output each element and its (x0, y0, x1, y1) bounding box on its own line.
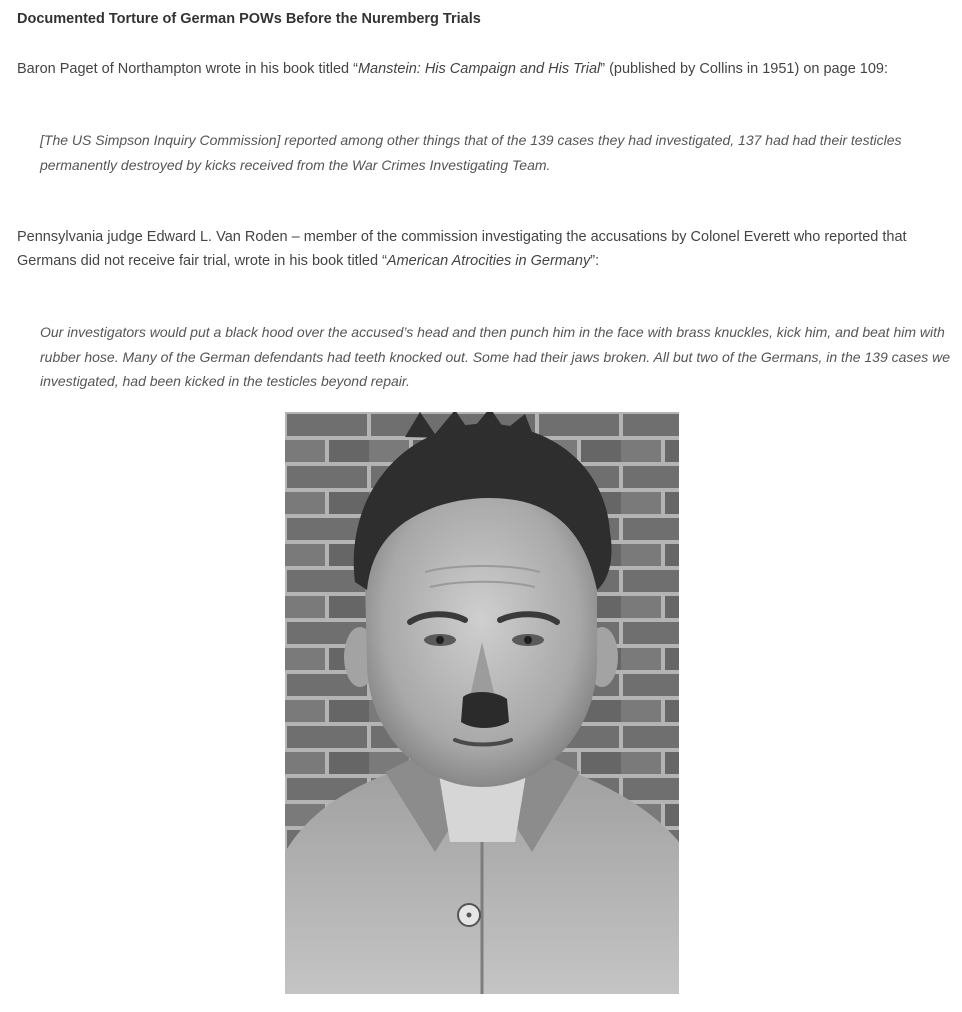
paragraph-van-roden-line-2-end: ”: (590, 253, 600, 269)
paragraph-paget (17, 57, 947, 81)
quote-simpson-line-1: [The US Simpson Inquiry Commission] reported among other things that of the 139 cases they had investigated, 137 had had their testicles (40, 132, 902, 148)
quote-van-roden-line-1: Our investigators would put a black hood over the accused’s head and then punch him in the face with brass knuckles, kick him, and beat him with (40, 324, 945, 340)
quote-van-roden-line-3: investigated, had been kicked in the testicles beyond repair. (40, 373, 410, 389)
book-title-manstein: Manstein: His Campaign and His Trial (357, 61, 601, 77)
quote-simpson-line-2: permanently destroyed by kicks received from the War Crimes Investigating Team. (40, 156, 551, 173)
article-title: Documented Torture of German POWs Before the Nuremberg Trials (17, 11, 481, 27)
paragraph-van-roden (17, 225, 947, 273)
paragraph-van-roden-line-1: Pennsylvania judge Edward L. Van Roden – member of the commission investigating the accusations by Colonel Everett who reported that (17, 229, 907, 245)
quote-simpson-commission (40, 128, 950, 177)
paragraph-paget-text: Baron Paget of Northampton wrote in his book titled “ (17, 61, 358, 77)
quote-van-roden-line-2: rubber hose. Many of the German defendants had teeth knocked out. Some had their jaws broken. All but two of the Germans, in the 139 cases we (40, 348, 951, 365)
book-title-american-atrocities: American Atrocities in Germany (386, 253, 591, 269)
paragraph-paget-text-end: ” (published by Collins in 1951) on page 109: (600, 61, 889, 77)
portrait-photo-illustration (285, 412, 679, 994)
paragraph-van-roden-line-2: Germans did not receive fair trial, wrote in his book titled “ (17, 253, 387, 269)
portrait-photo (285, 412, 679, 994)
quote-van-roden (40, 320, 950, 394)
